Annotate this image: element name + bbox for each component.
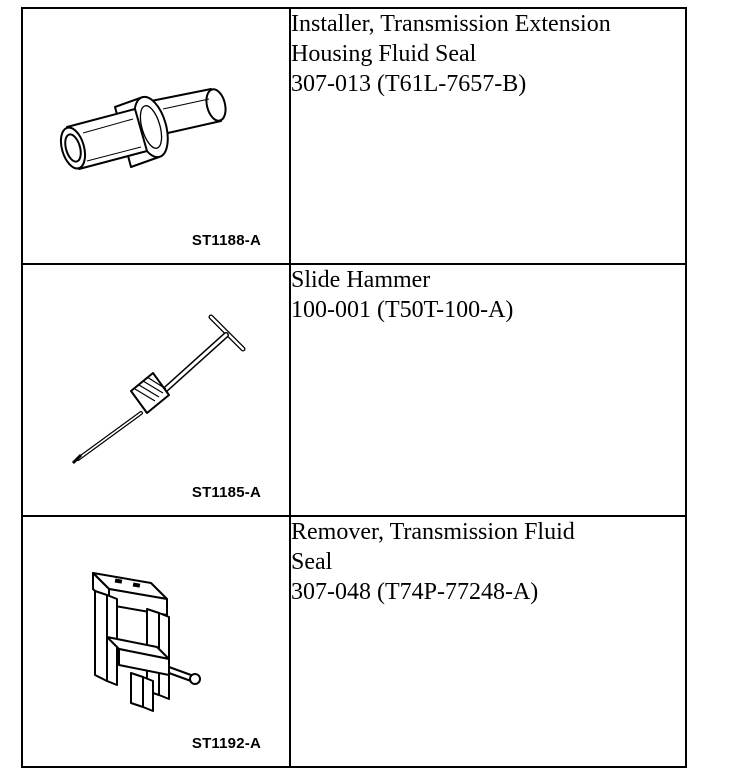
table-row [22, 264, 686, 516]
special-tools-table [21, 7, 687, 768]
slide-hammer-icon [23, 265, 289, 505]
tool-illustration-cell [22, 8, 290, 264]
tool-illustration-cell [22, 516, 290, 767]
tool-name-line: Slide Hammer [291, 267, 431, 293]
tool-name-line: Housing Fluid Seal [291, 41, 477, 67]
illustration-code: ST1192-A [191, 735, 261, 752]
illustration-code: ST1185-A [191, 484, 261, 501]
table-row [22, 8, 686, 264]
tool-part-number: 307-048 (T74P-77248-A) [291, 579, 539, 605]
tool-name-line: Remover, Transmission Fluid [291, 519, 575, 545]
tool-part-number: 100-001 (T50T-100-A) [291, 297, 514, 323]
tool-description-cell [290, 8, 686, 264]
tool-name-line: Seal [291, 549, 333, 575]
tool-illustration-cell [22, 264, 290, 516]
tool-name-line: Installer, Transmission Extension [291, 11, 611, 37]
tool-description-cell [290, 264, 686, 516]
seal-remover-icon [23, 517, 289, 757]
tool-part-number: 307-013 (T61L-7657-B) [291, 71, 527, 97]
seal-installer-icon [23, 9, 289, 249]
tool-description-cell [290, 516, 686, 767]
table-row [22, 516, 686, 767]
illustration-code: ST1188-A [191, 232, 261, 249]
